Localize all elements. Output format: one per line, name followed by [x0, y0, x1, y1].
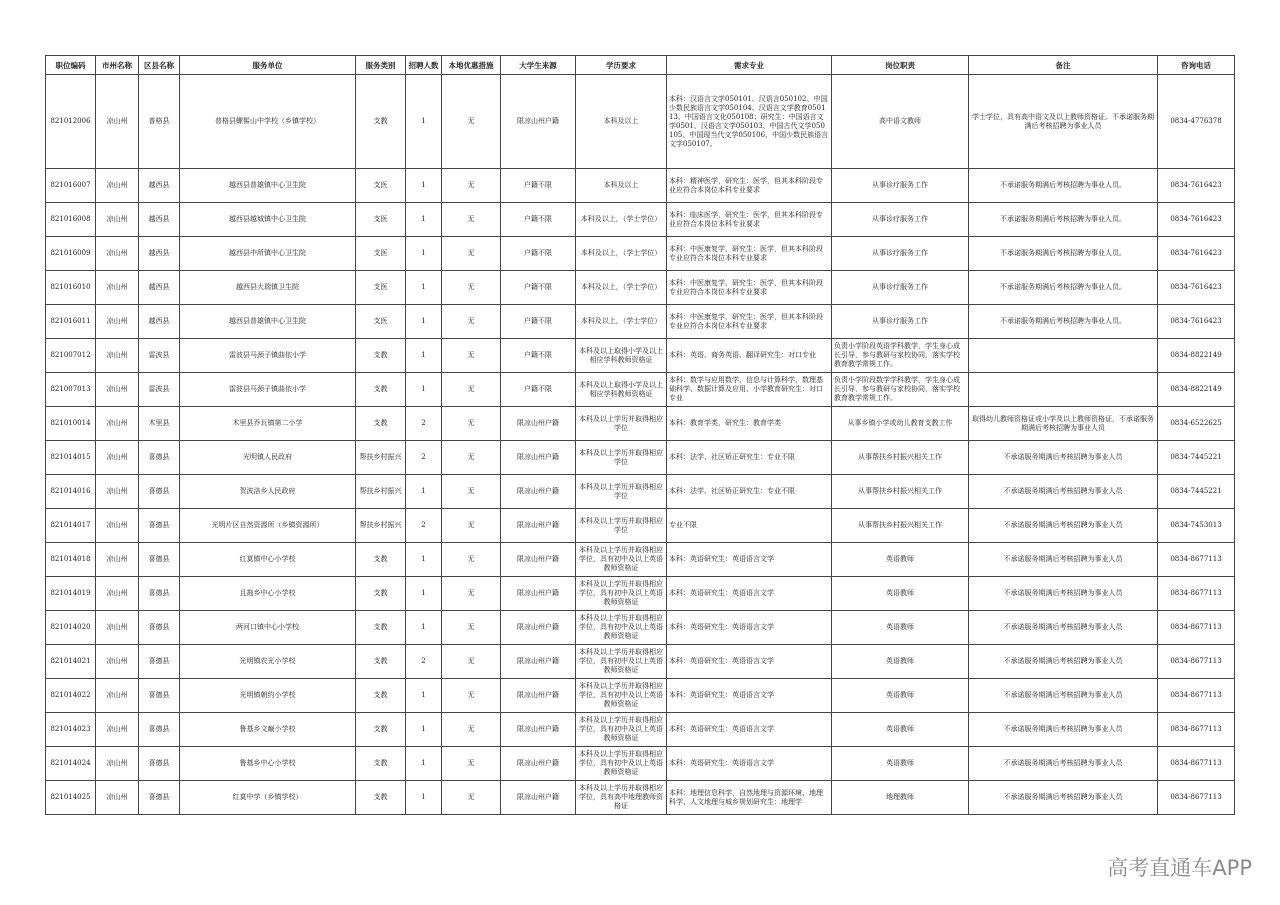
cell-category: 支教: [356, 339, 406, 373]
cell-category: 支教: [356, 679, 406, 713]
cell-code: 821016011: [46, 305, 96, 339]
cell-phone: 0834-8822149: [1158, 339, 1235, 373]
cell-phone: 0834-8677113: [1158, 713, 1235, 747]
cell-code: 821007013: [46, 373, 96, 407]
header-county: 区县名称: [139, 56, 180, 75]
cell-education: 本科及以上: [576, 75, 667, 169]
cell-phone: 0834-8677113: [1158, 577, 1235, 611]
cell-source: 限凉山州户籍: [501, 407, 576, 441]
cell-duty: 从事诊疗服务工作: [832, 169, 969, 203]
cell-county: 喜德县: [139, 781, 180, 815]
cell-phone: 0834-4776378: [1158, 75, 1235, 169]
cell-county: 雷波县: [139, 373, 180, 407]
cell-city: 凉山州: [96, 543, 139, 577]
cell-category: 支医: [356, 305, 406, 339]
cell-major: 本科：中医康复学，研究生：医学，但其本科阶段专业应符合本岗位本科专业要求: [667, 237, 832, 271]
cell-unit: 鲁基乡中心小学校: [180, 747, 356, 781]
cell-unit: 雷波县马颈子镇曲依小学: [180, 339, 356, 373]
cell-local-benefit: 无: [442, 373, 501, 407]
header-local-benefit: 本地优惠措施: [442, 56, 501, 75]
cell-local-benefit: 无: [442, 781, 501, 815]
cell-unit: 光明镇农光小学校: [180, 645, 356, 679]
cell-source: 限凉山州户籍: [501, 713, 576, 747]
cell-county: 喜德县: [139, 441, 180, 475]
cell-duty: 从事帮扶乡村振兴相关工作: [832, 441, 969, 475]
cell-county: 木里县: [139, 407, 180, 441]
cell-education: 本科及以上学历并取得相应学位: [576, 509, 667, 543]
cell-city: 凉山州: [96, 475, 139, 509]
cell-count: 1: [406, 339, 442, 373]
cell-count: 2: [406, 441, 442, 475]
cell-source: 限凉山州户籍: [501, 577, 576, 611]
cell-education: 本科及以上学历并取得相应学位: [576, 441, 667, 475]
cell-phone: 0834-6522625: [1158, 407, 1235, 441]
cell-source: 户籍不限: [501, 237, 576, 271]
cell-source: 户籍不限: [501, 169, 576, 203]
cell-duty: 从事诊疗服务工作: [832, 237, 969, 271]
cell-education: 本科及以上学历并取得相应学位，具有初中及以上英语教师资格证: [576, 577, 667, 611]
cell-major: 本科：教育学类，研究生：教育学类: [667, 407, 832, 441]
cell-local-benefit: 无: [442, 543, 501, 577]
cell-category: 支医: [356, 203, 406, 237]
cell-major: 本科：英语研究生：英语语言文学: [667, 543, 832, 577]
cell-remark: 不承诺服务期满后考核招聘为事业人员: [969, 475, 1158, 509]
cell-city: 凉山州: [96, 781, 139, 815]
cell-code: 821016008: [46, 203, 96, 237]
cell-category: 支教: [356, 577, 406, 611]
cell-phone: 0834-8677113: [1158, 611, 1235, 645]
cell-count: 2: [406, 645, 442, 679]
cell-unit: 贺波洛乡人民政府: [180, 475, 356, 509]
cell-phone: 0834-7445221: [1158, 475, 1235, 509]
cell-local-benefit: 无: [442, 577, 501, 611]
table-row: [46, 611, 1235, 645]
cell-city: 凉山州: [96, 203, 139, 237]
cell-category: 支教: [356, 407, 406, 441]
cell-remark: 取得幼儿教师资格证或小学及以上教师资格证，不承诺服务期满后考核招聘为事业人员: [969, 407, 1158, 441]
cell-education: 本科及以上，（学士学位）: [576, 203, 667, 237]
cell-remark: [969, 339, 1158, 373]
cell-city: 凉山州: [96, 237, 139, 271]
cell-remark: 不承诺服务期满后考核招聘为事业人员。: [969, 237, 1158, 271]
cell-code: 821010014: [46, 407, 96, 441]
cell-duty: 英语教师: [832, 611, 969, 645]
cell-code: 821007012: [46, 339, 96, 373]
cell-remark: 不承诺服务期满后考核招聘为事业人员: [969, 543, 1158, 577]
cell-count: 1: [406, 271, 442, 305]
cell-education: 本科及以上: [576, 169, 667, 203]
cell-unit: 越西县普雄镇中心卫生院: [180, 305, 356, 339]
cell-remark: 不承诺服务期满后考核招聘为事业人员: [969, 781, 1158, 815]
cell-source: 限凉山州户籍: [501, 645, 576, 679]
cell-county: 越西县: [139, 271, 180, 305]
cell-source: 限凉山州户籍: [501, 543, 576, 577]
cell-source: 限凉山州户籍: [501, 441, 576, 475]
header-row: [46, 56, 1235, 75]
cell-local-benefit: 无: [442, 713, 501, 747]
header-unit: 服务单位: [180, 56, 356, 75]
cell-phone: 0834-7616423: [1158, 237, 1235, 271]
cell-remark: 不承诺服务期满后考核招聘为事业人员: [969, 713, 1158, 747]
cell-duty: 从事帮扶乡村振兴相关工作: [832, 509, 969, 543]
cell-city: 凉山州: [96, 305, 139, 339]
cell-category: 支教: [356, 645, 406, 679]
cell-source: 限凉山州户籍: [501, 747, 576, 781]
cell-education: 本科及以上，（学士学位）: [576, 271, 667, 305]
cell-duty: 地理教师: [832, 781, 969, 815]
header-phone: 咨询电话: [1158, 56, 1235, 75]
cell-category: 支医: [356, 271, 406, 305]
cell-code: 821014020: [46, 611, 96, 645]
cell-unit: 普格县螺髻山中学校（乡镇学校）: [180, 75, 356, 169]
table-row: [46, 441, 1235, 475]
cell-unit: 越西县越城镇中心卫生院: [180, 203, 356, 237]
table-row: [46, 407, 1235, 441]
cell-local-benefit: 无: [442, 645, 501, 679]
cell-local-benefit: 无: [442, 475, 501, 509]
cell-local-benefit: 无: [442, 271, 501, 305]
cell-education: 本科及以上学历并取得相应学位，具有初中及以上英语教师资格证: [576, 645, 667, 679]
cell-source: 户籍不限: [501, 305, 576, 339]
cell-source: 限凉山州户籍: [501, 679, 576, 713]
cell-education: 本科及以上学历并取得相应学位，具有初中及以上英语教师资格证: [576, 543, 667, 577]
cell-city: 凉山州: [96, 713, 139, 747]
cell-phone: 0834-8677113: [1158, 747, 1235, 781]
cell-education: 本科及以上学历并取得相应学位，具有初中及以上英语教师资格证: [576, 679, 667, 713]
cell-duty: 从事诊疗服务工作: [832, 271, 969, 305]
cell-duty: 从事诊疗服务工作: [832, 203, 969, 237]
cell-category: 支教: [356, 747, 406, 781]
cell-local-benefit: 无: [442, 407, 501, 441]
cell-major: 本科：中医康复学，研究生：医学，但其本科阶段专业应符合本岗位本科专业要求: [667, 271, 832, 305]
cell-source: 户籍不限: [501, 339, 576, 373]
cell-local-benefit: 无: [442, 509, 501, 543]
watermark-text: 高考直通车APP: [1107, 856, 1252, 880]
cell-city: 凉山州: [96, 441, 139, 475]
cell-source: 限凉山州户籍: [501, 75, 576, 169]
cell-education: 本科及以上学历并取得相应学位: [576, 407, 667, 441]
cell-count: 1: [406, 577, 442, 611]
cell-city: 凉山州: [96, 577, 139, 611]
cell-unit: 越西县普雄镇中心卫生院: [180, 169, 356, 203]
table-row: [46, 509, 1235, 543]
cell-unit: 两河口镇中心小学校: [180, 611, 356, 645]
cell-unit: 红莫镇中心小学校: [180, 543, 356, 577]
cell-category: 帮扶乡村振兴: [356, 509, 406, 543]
table-row: [46, 271, 1235, 305]
cell-remark: 不承诺服务期满后考核招聘为事业人员。: [969, 271, 1158, 305]
cell-county: 喜德县: [139, 543, 180, 577]
cell-unit: 光明片区自然资源所（乡镇资源所）: [180, 509, 356, 543]
cell-remark: 不承诺服务期满后考核招聘为事业人员: [969, 747, 1158, 781]
cell-county: 喜德县: [139, 577, 180, 611]
cell-city: 凉山州: [96, 611, 139, 645]
cell-count: 1: [406, 237, 442, 271]
table-row: [46, 169, 1235, 203]
cell-phone: 0834-8677113: [1158, 679, 1235, 713]
cell-remark: 不承诺服务期满后考核招聘为事业人员: [969, 611, 1158, 645]
cell-count: 1: [406, 781, 442, 815]
cell-source: 户籍不限: [501, 373, 576, 407]
cell-duty: 负责小学阶段数学学科教学，学生身心成长引导，参与教研与家校协同，落实学校教育教学常规工作。: [832, 373, 969, 407]
header-duty: 岗位职责: [832, 56, 969, 75]
cell-category: 支教: [356, 373, 406, 407]
cell-code: 821014025: [46, 781, 96, 815]
cell-remark: 不承诺服务期满后考核招聘为事业人员: [969, 441, 1158, 475]
cell-education: 本科及以上学历并取得相应学位，具有初中及以上英语教师资格证: [576, 713, 667, 747]
cell-count: 1: [406, 475, 442, 509]
cell-unit: 光明镇人民政府: [180, 441, 356, 475]
cell-education: 本科及以上学历并取得相应学位，具有初中及以上英语教师资格证: [576, 747, 667, 781]
cell-local-benefit: 无: [442, 237, 501, 271]
table-row: [46, 543, 1235, 577]
cell-major: 本科：法学、社区矫正研究生：专业不限: [667, 475, 832, 509]
table-row: [46, 237, 1235, 271]
cell-code: 821014022: [46, 679, 96, 713]
cell-city: 凉山州: [96, 339, 139, 373]
cell-duty: 英语教师: [832, 747, 969, 781]
cell-city: 凉山州: [96, 169, 139, 203]
cell-code: 821016010: [46, 271, 96, 305]
cell-remark: 学士学位，具有高中语文及以上教师资格证。不承诺服务期满后考核招聘为事业人员: [969, 75, 1158, 169]
header-count: 招聘人数: [406, 56, 442, 75]
header-code: 职位编码: [46, 56, 96, 75]
cell-phone: 0834-8677113: [1158, 645, 1235, 679]
cell-unit: 红莫中学（乡镇学校）: [180, 781, 356, 815]
cell-county: 越西县: [139, 169, 180, 203]
table-row: [46, 339, 1235, 373]
cell-duty: 英语教师: [832, 645, 969, 679]
cell-count: 1: [406, 75, 442, 169]
cell-county: 喜德县: [139, 509, 180, 543]
cell-duty: 英语教师: [832, 679, 969, 713]
cell-major: 本科：数学与应用数学、信息与计算科学、数理基础科学、数据计算及应用、小学教育研究生：对口专业: [667, 373, 832, 407]
cell-education: 本科及以上取得小学及以上相应学科教师资格证: [576, 339, 667, 373]
cell-category: 支医: [356, 237, 406, 271]
cell-major: 本科：法学、社区矫正研究生：专业不限: [667, 441, 832, 475]
cell-major: 本科：英语研究生：英语语言文学: [667, 577, 832, 611]
table-row: [46, 305, 1235, 339]
cell-unit: 雷波县马颈子镇曲依小学: [180, 373, 356, 407]
cell-county: 普格县: [139, 75, 180, 169]
cell-count: 1: [406, 679, 442, 713]
table-row: [46, 475, 1235, 509]
cell-code: 821012006: [46, 75, 96, 169]
cell-phone: 0834-8822149: [1158, 373, 1235, 407]
cell-county: 雷波县: [139, 339, 180, 373]
header-remark: 备注: [969, 56, 1158, 75]
table-row: [46, 645, 1235, 679]
cell-local-benefit: 无: [442, 679, 501, 713]
cell-code: 821014017: [46, 509, 96, 543]
cell-education: 本科及以上，（学士学位）: [576, 237, 667, 271]
cell-source: 限凉山州户籍: [501, 509, 576, 543]
cell-unit: 越西县大瑞镇卫生院: [180, 271, 356, 305]
cell-code: 821014015: [46, 441, 96, 475]
cell-city: 凉山州: [96, 747, 139, 781]
cell-major: 本科：地理信息科学、自然地理与资源环境、地理科学、人文地理与城乡规划研究生：地理学: [667, 781, 832, 815]
cell-code: 821016007: [46, 169, 96, 203]
table-row: [46, 203, 1235, 237]
cell-unit: 鲁基乡文巅小学校: [180, 713, 356, 747]
cell-city: 凉山州: [96, 373, 139, 407]
cell-duty: 高中语文教师: [832, 75, 969, 169]
cell-category: 支教: [356, 75, 406, 169]
cell-county: 喜德县: [139, 611, 180, 645]
cell-code: 821014016: [46, 475, 96, 509]
cell-code: 821014018: [46, 543, 96, 577]
cell-remark: 不承诺服务期满后考核招聘为事业人员: [969, 679, 1158, 713]
cell-category: 支教: [356, 611, 406, 645]
cell-county: 越西县: [139, 237, 180, 271]
cell-remark: 不承诺服务期满后考核招聘为事业人员: [969, 645, 1158, 679]
cell-code: 821014023: [46, 713, 96, 747]
cell-count: 1: [406, 543, 442, 577]
cell-count: 1: [406, 713, 442, 747]
table-row: [46, 75, 1235, 169]
cell-source: 户籍不限: [501, 271, 576, 305]
cell-county: 喜德县: [139, 713, 180, 747]
table-row: [46, 747, 1235, 781]
cell-city: 凉山州: [96, 271, 139, 305]
header-category: 服务类别: [356, 56, 406, 75]
cell-unit: 且拖乡中心小学校: [180, 577, 356, 611]
cell-unit: 越西县中所镇中心卫生院: [180, 237, 356, 271]
cell-count: 2: [406, 509, 442, 543]
cell-source: 户籍不限: [501, 203, 576, 237]
cell-education: 本科及以上取得小学及以上相应学科教师资格证: [576, 373, 667, 407]
cell-major: 专业不限: [667, 509, 832, 543]
cell-category: 支教: [356, 543, 406, 577]
cell-category: 支教: [356, 781, 406, 815]
cell-major: 本科：中医康复学，研究生：医学，但其本科阶段专业应符合本岗位本科专业要求: [667, 305, 832, 339]
cell-count: 1: [406, 203, 442, 237]
cell-source: 限凉山州户籍: [501, 611, 576, 645]
cell-code: 821014024: [46, 747, 96, 781]
cell-category: 帮扶乡村振兴: [356, 475, 406, 509]
cell-local-benefit: 无: [442, 611, 501, 645]
cell-county: 越西县: [139, 203, 180, 237]
cell-duty: 从事诊疗服务工作: [832, 305, 969, 339]
cell-phone: 0834-7616423: [1158, 271, 1235, 305]
cell-county: 喜德县: [139, 475, 180, 509]
cell-phone: 0834-7616423: [1158, 203, 1235, 237]
cell-major: 本科：英语研究生：英语语言文学: [667, 747, 832, 781]
cell-major: 本科：英语研究生：英语语言文学: [667, 611, 832, 645]
cell-code: 821014019: [46, 577, 96, 611]
cell-source: 限凉山州户籍: [501, 475, 576, 509]
header-city: 市州名称: [96, 56, 139, 75]
cell-count: 1: [406, 747, 442, 781]
cell-phone: 0834-8677113: [1158, 781, 1235, 815]
cell-county: 喜德县: [139, 747, 180, 781]
cell-city: 凉山州: [96, 679, 139, 713]
cell-phone: 0834-7453013: [1158, 509, 1235, 543]
cell-phone: 0834-7616423: [1158, 169, 1235, 203]
cell-remark: 不承诺服务期满后考核招聘为事业人员。: [969, 203, 1158, 237]
table-row: [46, 713, 1235, 747]
cell-phone: 0834-7616423: [1158, 305, 1235, 339]
cell-major: 本科：汉语言文学050101、汉语言050102、中国少数民族语言文学050104、汉语言文学教育050113、中国语言文化050108；研究生：中国语言文学0501、汉语言文学050103、中国古代文学050105、中国现当代文学050106、中国少数民族语言文学050107。: [667, 75, 832, 169]
cell-education: 本科及以上学历并取得相应学位: [576, 475, 667, 509]
cell-major: 本科：英语、商务英语、翻译研究生：对口专业: [667, 339, 832, 373]
cell-major: 本科：精神医学，研究生：医学，但其本科阶段专业应符合本岗位本科专业要求: [667, 169, 832, 203]
cell-major: 本科：英语研究生：英语语言文学: [667, 645, 832, 679]
recruitment-table: [45, 55, 1235, 815]
header-education: 学历要求: [576, 56, 667, 75]
cell-major: 本科：英语研究生：英语语言文学: [667, 713, 832, 747]
header-source: 大学生来源: [501, 56, 576, 75]
cell-duty: 从事帮扶乡村振兴相关工作: [832, 475, 969, 509]
cell-duty: 负责小学阶段英语学科教学，学生身心成长引导，参与教研与家校协同，落实学校教育教学常规工作。: [832, 339, 969, 373]
cell-city: 凉山州: [96, 75, 139, 169]
cell-unit: 木里县乔瓦镇第二小学: [180, 407, 356, 441]
cell-duty: 英语教师: [832, 543, 969, 577]
cell-major: 本科：英语研究生：英语语言文学: [667, 679, 832, 713]
cell-count: 1: [406, 611, 442, 645]
cell-code: 821016009: [46, 237, 96, 271]
cell-local-benefit: 无: [442, 75, 501, 169]
cell-remark: [969, 373, 1158, 407]
cell-duty: 英语教师: [832, 713, 969, 747]
cell-category: 支医: [356, 169, 406, 203]
cell-code: 821014021: [46, 645, 96, 679]
cell-remark: 不承诺服务期满后考核招聘为事业人员。: [969, 169, 1158, 203]
cell-count: 1: [406, 373, 442, 407]
header-major: 需求专业: [667, 56, 832, 75]
cell-local-benefit: 无: [442, 203, 501, 237]
cell-count: 1: [406, 169, 442, 203]
cell-education: 本科及以上学历并取得相应学位，具有高中地理教师资格证: [576, 781, 667, 815]
cell-remark: 不承诺服务期满后考核招聘为事业人员: [969, 509, 1158, 543]
cell-remark: 不承诺服务期满后考核招聘为事业人员: [969, 577, 1158, 611]
cell-city: 凉山州: [96, 407, 139, 441]
cell-local-benefit: 无: [442, 441, 501, 475]
cell-duty: 英语教师: [832, 577, 969, 611]
cell-local-benefit: 无: [442, 747, 501, 781]
cell-major: 本科：临床医学，研究生：医学，但其本科阶段专业应符合本岗位本科专业要求: [667, 203, 832, 237]
cell-count: 1: [406, 305, 442, 339]
cell-local-benefit: 无: [442, 305, 501, 339]
cell-unit: 光明镇朝约小学校: [180, 679, 356, 713]
cell-county: 喜德县: [139, 679, 180, 713]
cell-category: 帮扶乡村振兴: [356, 441, 406, 475]
cell-county: 喜德县: [139, 645, 180, 679]
table-row: [46, 577, 1235, 611]
cell-phone: 0834-8677113: [1158, 543, 1235, 577]
cell-category: 支教: [356, 713, 406, 747]
cell-phone: 0834-7445221: [1158, 441, 1235, 475]
cell-remark: 不承诺服务期满后考核招聘为事业人员。: [969, 305, 1158, 339]
cell-education: 本科及以上学历并取得相应学位，具有初中及以上英语教师资格证: [576, 611, 667, 645]
table-row: [46, 679, 1235, 713]
cell-education: 本科及以上，（学士学位）: [576, 305, 667, 339]
table-row: [46, 781, 1235, 815]
cell-count: 2: [406, 407, 442, 441]
cell-county: 越西县: [139, 305, 180, 339]
cell-duty: 从事乡镇小学或幼儿教育支教工作: [832, 407, 969, 441]
cell-source: 限凉山州户籍: [501, 781, 576, 815]
cell-local-benefit: 无: [442, 169, 501, 203]
cell-city: 凉山州: [96, 509, 139, 543]
cell-local-benefit: 无: [442, 339, 501, 373]
cell-city: 凉山州: [96, 645, 139, 679]
table-row: [46, 373, 1235, 407]
